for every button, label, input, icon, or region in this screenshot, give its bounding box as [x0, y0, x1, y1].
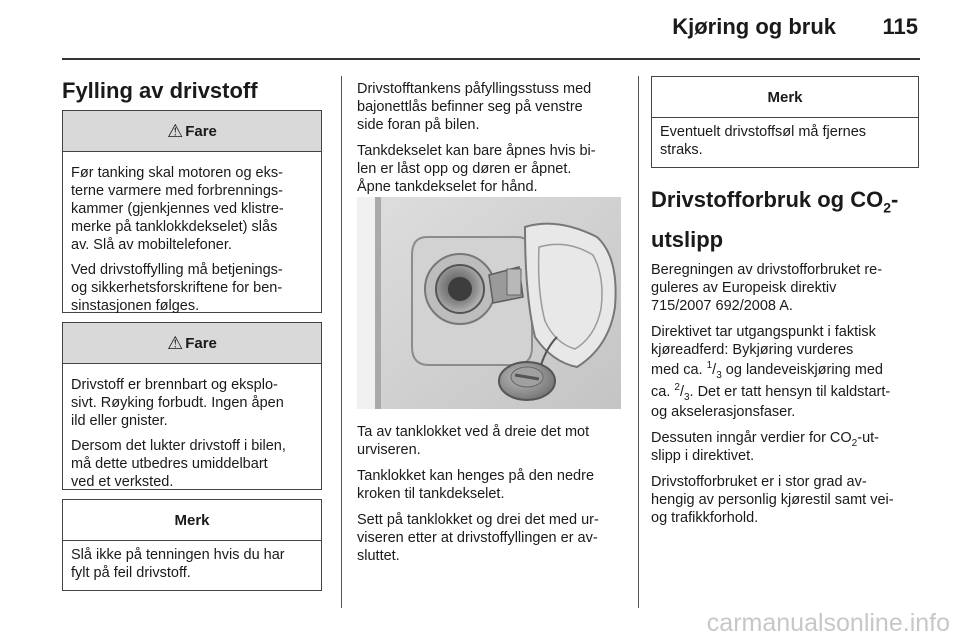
- warning-icon: ⚠: [167, 120, 184, 141]
- warning-paragraph: Ved drivstoffylling må betjenings- og sikkerhetsforskriftene for ben- sinstasjonen følges.: [71, 262, 283, 314]
- paragraph: Direktivet tar utgangspunkt i faktisk kjøreadferd: Bykjøring vurderes med ca. $^1/_3$ og landeveiskjøring med ca. $^2/_3$. Det er tatt hensyn til kaldstart- og akselerasjonsfaser.: [651, 324, 891, 420]
- warning-box-1: [62, 110, 322, 313]
- warning-box-2: [62, 322, 322, 490]
- note-paragraph: Slå ikke på tenningen hvis du har fylt på feil drivstoff.: [71, 547, 285, 581]
- paragraph: Sett på tanklokket og drei det med ur- viseren etter at drivstoffyllingen er av- sluttet.: [357, 512, 599, 564]
- right-column-text: [651, 261, 923, 535]
- page-number: 115: [882, 14, 918, 39]
- paragraph: Drivstofftankens påfyllingsstuss med bajonettlås befinner seg på venstre side foran på bilen.: [357, 81, 592, 133]
- warning-label: Fare: [185, 122, 217, 140]
- paragraph: Ta av tanklokket ved å dreie det mot urviseren.: [357, 424, 590, 458]
- warning-label: Fare: [185, 334, 217, 352]
- note-header: Merk: [652, 77, 918, 118]
- column-divider: [638, 76, 639, 608]
- paragraph: Dessuten inngår verdier for $CO_2-ut-$ slipp i direktivet.: [651, 430, 879, 464]
- paragraph: Drivstofforbruket er i stor grad av- hengig av personlig kjørestil samt vei- og trafikkforhold.: [651, 474, 894, 526]
- warning-paragraph: Dersom det lukter drivstoff i bilen, må dette utbedres umiddelbart ved et verksted.: [71, 438, 286, 490]
- section-heading: Drivstofforbruk og $CO_2-$ utslipp: [651, 187, 899, 252]
- note-header: Merk: [63, 500, 321, 541]
- warning-header: [63, 111, 321, 152]
- watermark: carmanualsonline.info: [706, 609, 950, 637]
- header-divider: [62, 58, 920, 60]
- section-title: Fylling av drivstoff: [62, 78, 258, 103]
- warning-paragraph: Drivstoff er brennbart og eksplo- sivt. Røyking forbudt. Ingen åpen ild eller gnister.: [71, 377, 284, 429]
- paragraph: Tanklokket kan henges på den nedre kroken til tankdekselet.: [357, 468, 595, 502]
- chapter-title: Kjøring og bruk: [672, 14, 836, 39]
- note-box-left: [62, 499, 322, 591]
- warning-paragraph: Før tanking skal motoren og eks- terne varmere med forbrennings- kammer (gjenkjennes ved klistre- merke på tanklokkdekselet) slås av. Slå av mobiltelefoner.: [71, 165, 284, 253]
- note-paragraph: Eventuelt drivstoffsøl må fjernes straks.: [660, 124, 867, 158]
- warning-header: [63, 323, 321, 364]
- middle-column-top: [357, 80, 632, 204]
- note-box-right: [651, 76, 919, 168]
- warning-icon: ⚠: [167, 332, 184, 353]
- paragraph: Beregningen av drivstofforbruket re- guleres av Europeisk direktiv 715/2007 692/2008 A.: [651, 262, 883, 314]
- paragraph: Tankdekselet kan bare åpnes hvis bi- len er låst opp og døren er åpnet. Åpne tankdekselet for hånd.: [357, 143, 596, 195]
- middle-column-bottom: [357, 423, 632, 573]
- fuel-cap-photo: [357, 197, 621, 409]
- column-divider: [341, 76, 342, 608]
